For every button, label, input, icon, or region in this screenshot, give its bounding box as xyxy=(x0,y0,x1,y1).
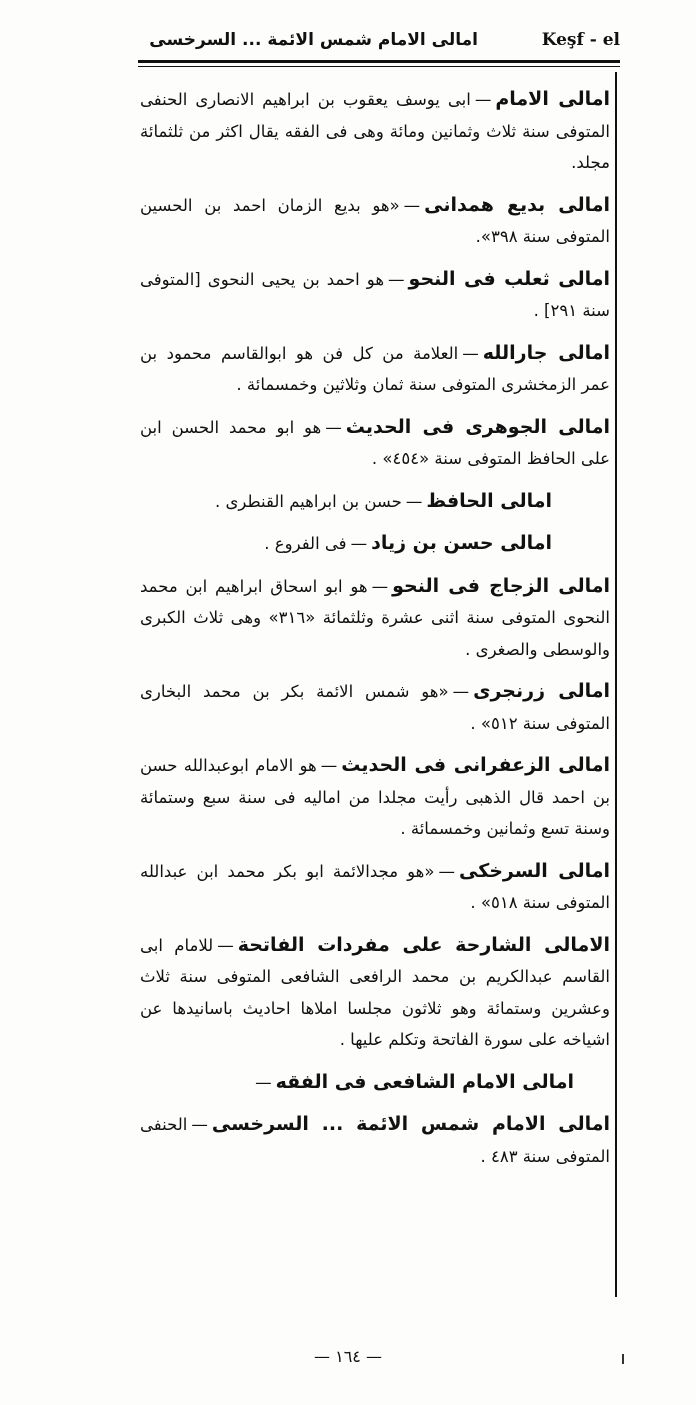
entry: امالى الزجاج فى النحو—هو ابو اسحاق ابراهيم ابن محمد النحوى المتوفى سنة اثنى عشرة وثلثمائة «٣١٦» وهى ثلاث الكبرى والوسطى والصغرى . xyxy=(140,574,610,659)
entry: امالى الحافظ—حسن بن ابراهيم القنطرى . xyxy=(214,489,552,512)
entry: امالى ثعلب فى النحو—هو احمد بن يحيى النحوى [المتوفى سنة ٢٩١] . xyxy=(140,267,610,320)
entry-text: الحنفى المتوفى سنة ٤٨٣ . xyxy=(140,1115,610,1166)
entry: امالى الامام—ابى يوسف يعقوب بن ابراهيم الانصارى الحنفى المتوفى سنة ثلاث وثمانين ومائة وهى فى الفقه يقال اكثر من ثلثمائة مجلد. xyxy=(140,88,611,172)
entry-text: «هو مجدالائمة ابو بكر محمد ابن عبدالله المتوفى سنة ٥١٨» . xyxy=(140,861,610,912)
entries-list xyxy=(140,84,610,1183)
entry-head: امالى الجوهرى فى الحديث xyxy=(345,415,610,438)
entry-text: هو ابو محمد الحسن ابن على الحافظ المتوفى سنة «٤٥٤» . xyxy=(140,417,610,468)
entry-head: امالى زرنجرى xyxy=(473,680,610,702)
entry-head: امالى الامام شمس الائمة ... السرخسى xyxy=(211,1113,610,1135)
entry: امالى الزعفرانى فى الحديث—هو الامام ابوعبدالله حسن بن احمد قال الذهبى رأيت مجلدا من اماليه فى سنة سبع وستمائة وسنة تسع وثمانين وخمسمائة . xyxy=(140,754,610,838)
entry-text: هو احمد بن يحيى النحوى [المتوفى سنة ٢٩١] . xyxy=(140,269,610,320)
margin-rule xyxy=(615,72,617,1297)
entry-text: ابى يوسف يعقوب بن ابراهيم الانصارى الحنفى المتوفى سنة ثلاث وثمانين ومائة وهى فى الفقه يقال اكثر من ثلثمائة مجلد. xyxy=(140,90,610,172)
entry-head: امالى الامام xyxy=(495,88,611,110)
entry: امالى جارالله—العلامة من كل فن هو ابوالقاسم محمود بن عمر الزمخشرى المتوفى سنة ثمان وثلاثين وخمسمائة . xyxy=(140,341,610,394)
entry-head: امالى الزجاج فى النحو xyxy=(392,574,610,597)
entry-text: العلامة من كل فن هو ابوالقاسم محمود بن عمر الزمخشرى المتوفى سنة ثمان وثلاثين وخمسمائة . xyxy=(140,343,610,394)
entry: امالى السرخكى—«هو مجدالائمة ابو بكر محمد ابن عبدالله المتوفى سنة ٥١٨» . xyxy=(140,859,610,912)
entry-head: امالى جارالله xyxy=(482,341,610,364)
entry-head: امالى السرخكى xyxy=(458,859,610,882)
entry-head: امالى ثعلب فى النحو xyxy=(408,267,610,290)
entry: امالى الجوهرى فى الحديث—هو ابو محمد الحسن ابن على الحافظ المتوفى سنة «٤٥٤» . xyxy=(140,415,610,468)
entry: الامالى الشارحة على مفردات الفاتحة—للامام ابى القاسم عبدالكريم بن محمد الرافعى الشافعى المتوفى سنة ثلاث وعشرين وستمائة وهو ثلاثون مجلسا املاها احاديث باسانيدها عن اشياخه على سورة الفاتحة وتكلم عليها . xyxy=(140,933,610,1049)
running-code: Keşf - el xyxy=(541,30,620,50)
entry-text: «هو شمس الائمة بكر بن محمد البخارى المتوفى سنة ٥١٢» . xyxy=(140,682,610,733)
entry-text: هو الامام ابوعبدالله حسن بن احمد قال الذهبى رأيت مجلدا من اماليه فى سنة سبع وستمائة وسنة تسع وثمانين وخمسمائة . xyxy=(140,756,610,838)
header-rule-thin xyxy=(138,66,620,67)
entry-head: امالى الحافظ xyxy=(426,489,552,512)
entry: امالى حسن بن زياد—فى الفروع . xyxy=(264,532,552,554)
entry-head: امالى بديع همدانى xyxy=(424,193,611,216)
header-rule-thick xyxy=(138,60,620,63)
entry: امالى زرنجرى—«هو شمس الائمة بكر بن محمد البخارى المتوفى سنة ٥١٢» . xyxy=(140,680,610,733)
running-title: امالى الامام شمس الائمة ... السرخسى xyxy=(149,30,478,50)
entry-text: «هو بديع الزمان احمد بن الحسين المتوفى سنة ٣٩٨». xyxy=(140,195,610,246)
entry: امالى الامام الشافعى فى الفقه— xyxy=(255,1070,574,1093)
entry-head: امالى الامام الشافعى فى الفقه xyxy=(275,1070,574,1093)
margin-tick xyxy=(622,1354,624,1364)
entry: امالى الامام شمس الائمة ... السرخسى—الحنفى المتوفى سنة ٤٨٣ . xyxy=(140,1113,610,1166)
entry-text: هو ابو اسحاق ابراهيم ابن محمد النحوى المتوفى سنة اثنى عشرة وثلثمائة «٣١٦» وهى ثلاث الكبرى والوسطى والصغرى . xyxy=(140,576,610,659)
entry-head: امالى الزعفرانى فى الحديث xyxy=(341,754,610,776)
entry-text: حسن بن ابراهيم القنطرى . xyxy=(214,491,402,511)
entry: امالى بديع همدانى—«هو بديع الزمان احمد بن الحسين المتوفى سنة ٣٩٨». xyxy=(140,193,611,246)
page-number: — ١٦٤ — xyxy=(314,1347,382,1366)
page-header xyxy=(138,26,620,66)
entry-text: للامام ابى القاسم عبدالكريم بن محمد الرافعى الشافعى المتوفى سنة ثلاث وعشرين وستمائة وهو ثلاثون مجلسا املاها احاديث باسانيدها عن اشياخه على سورة الفاتحة وتكلم عليها . xyxy=(140,935,610,1049)
entry-text: فى الفروع . xyxy=(264,534,347,553)
entry-head: الامالى الشارحة على مفردات الفاتحة xyxy=(237,933,610,956)
entry-head: امالى حسن بن زياد xyxy=(371,532,552,554)
